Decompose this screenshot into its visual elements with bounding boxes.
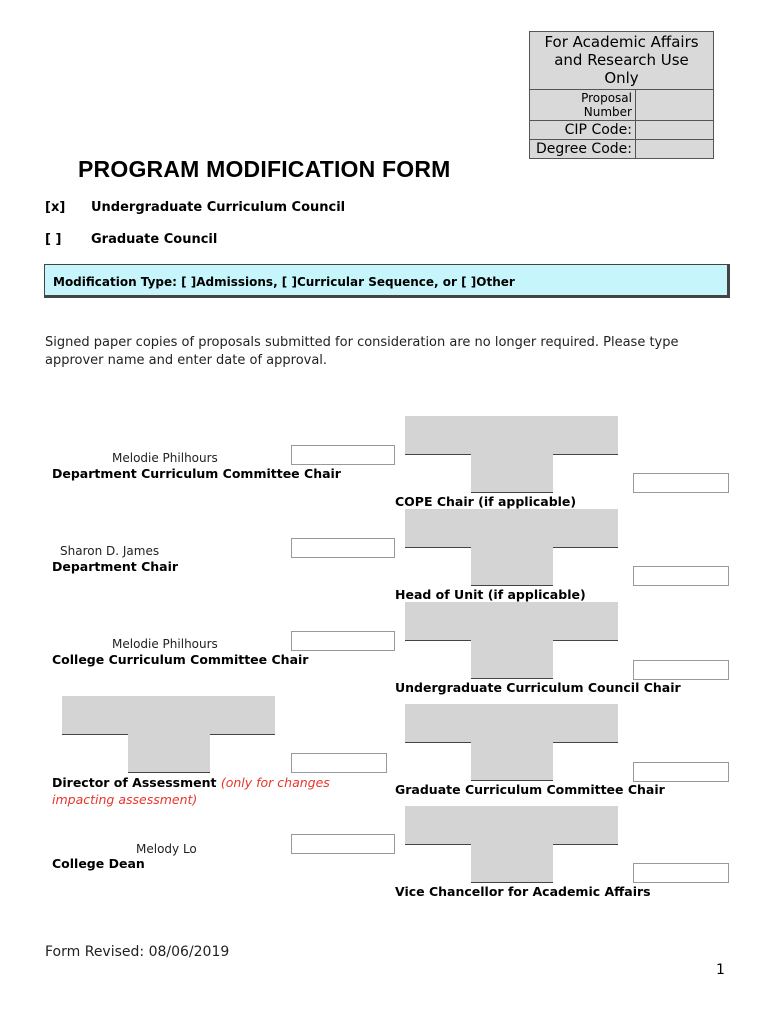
council-checkbox-mark[interactable]: [x] bbox=[45, 200, 66, 215]
role-vice-chancellor: Vice Chancellor for Academic Affairs bbox=[395, 884, 651, 899]
date-field-dept-chair[interactable] bbox=[291, 538, 395, 558]
signature-area[interactable] bbox=[62, 696, 275, 735]
role-director-assessment bbox=[52, 774, 342, 808]
academic-affairs-heading: For Academic Affairs and Research Use Only bbox=[530, 32, 713, 90]
role-cope-chair: COPE Chair (if applicable) bbox=[395, 494, 577, 509]
degree-code-field[interactable] bbox=[635, 140, 713, 158]
cip-code-label: CIP Code: bbox=[530, 121, 635, 139]
degree-code-row bbox=[530, 140, 713, 158]
cip-code-field[interactable] bbox=[635, 121, 713, 139]
signature-area[interactable] bbox=[405, 704, 618, 743]
degree-code-label: Degree Code: bbox=[530, 140, 635, 158]
proposal-number-label: Proposal Number bbox=[530, 90, 635, 120]
date-field-college-dean[interactable] bbox=[291, 834, 395, 854]
role-label: Director of Assessment bbox=[52, 775, 217, 790]
signature-field-vice-chancellor[interactable] bbox=[405, 806, 618, 883]
role-ucc-chair: Undergraduate Curriculum Council Chair bbox=[395, 680, 681, 695]
date-field-dept-curriculum-chair[interactable] bbox=[291, 445, 395, 465]
signature-area-lower[interactable] bbox=[471, 640, 553, 679]
date-field-director-assessment[interactable] bbox=[291, 753, 387, 773]
page-number: 1 bbox=[716, 962, 725, 978]
date-field-gcc-chair[interactable] bbox=[633, 762, 729, 782]
modification-type-box[interactable]: Modification Type: [ ]Admissions, [ ]Curricular Sequence, or [ ]Other bbox=[44, 264, 730, 298]
form-revised-footer: Form Revised: 08/06/2019 bbox=[45, 944, 230, 960]
signature-field-ucc-chair[interactable] bbox=[405, 602, 618, 679]
instructions-text: Signed paper copies of proposals submitted for consideration are no longer required. Please type approver name and enter date of approval. bbox=[45, 335, 679, 368]
role-college-dean: College Dean bbox=[52, 856, 145, 871]
council-option-graduate[interactable] bbox=[45, 232, 217, 247]
approver-name-college-curriculum-chair[interactable]: Melodie Philhours bbox=[112, 637, 218, 651]
signature-area[interactable] bbox=[405, 416, 618, 455]
cip-code-row bbox=[530, 121, 713, 140]
council-label: Graduate Council bbox=[91, 232, 218, 247]
council-checkbox-mark[interactable]: [ ] bbox=[45, 232, 62, 247]
approver-name-dept-chair[interactable]: Sharon D. James bbox=[60, 544, 160, 558]
role-gcc-chair: Graduate Curriculum Committee Chair bbox=[395, 782, 665, 797]
signature-area-lower[interactable] bbox=[471, 844, 553, 883]
signature-field-gcc-chair[interactable] bbox=[405, 704, 618, 781]
role-note: (only for changes impacting assessment) bbox=[52, 775, 330, 807]
academic-affairs-box bbox=[529, 31, 714, 159]
signature-area-lower[interactable] bbox=[128, 734, 210, 773]
signature-area[interactable] bbox=[405, 806, 618, 845]
signature-field-director-assessment[interactable] bbox=[62, 696, 275, 773]
approver-name-college-dean[interactable]: Melody Lo bbox=[136, 842, 197, 856]
date-field-ucc-chair[interactable] bbox=[633, 660, 729, 680]
approver-name-dept-curriculum-chair[interactable]: Melodie Philhours bbox=[112, 451, 218, 465]
page-title: PROGRAM MODIFICATION FORM bbox=[78, 156, 451, 182]
signature-area-lower[interactable] bbox=[471, 547, 553, 586]
proposal-number-row bbox=[530, 90, 713, 121]
role-dept-curriculum-chair: Department Curriculum Committee Chair bbox=[52, 466, 341, 481]
date-field-head-of-unit[interactable] bbox=[633, 566, 729, 586]
signature-field-cope-chair[interactable] bbox=[405, 416, 618, 493]
proposal-number-field[interactable] bbox=[635, 90, 713, 120]
council-label: Undergraduate Curriculum Council bbox=[91, 200, 346, 215]
signature-area[interactable] bbox=[405, 509, 618, 548]
signature-area[interactable] bbox=[405, 602, 618, 641]
role-dept-chair: Department Chair bbox=[52, 559, 179, 574]
date-field-cope-chair[interactable] bbox=[633, 473, 729, 493]
signature-field-head-of-unit[interactable] bbox=[405, 509, 618, 586]
signature-area-lower[interactable] bbox=[471, 454, 553, 493]
date-field-college-curriculum-chair[interactable] bbox=[291, 631, 395, 651]
role-head-of-unit: Head of Unit (if applicable) bbox=[395, 587, 586, 602]
date-field-vice-chancellor[interactable] bbox=[633, 863, 729, 883]
council-option-undergraduate[interactable] bbox=[45, 200, 345, 215]
role-college-curriculum-chair: College Curriculum Committee Chair bbox=[52, 652, 309, 667]
signature-area-lower[interactable] bbox=[471, 742, 553, 781]
